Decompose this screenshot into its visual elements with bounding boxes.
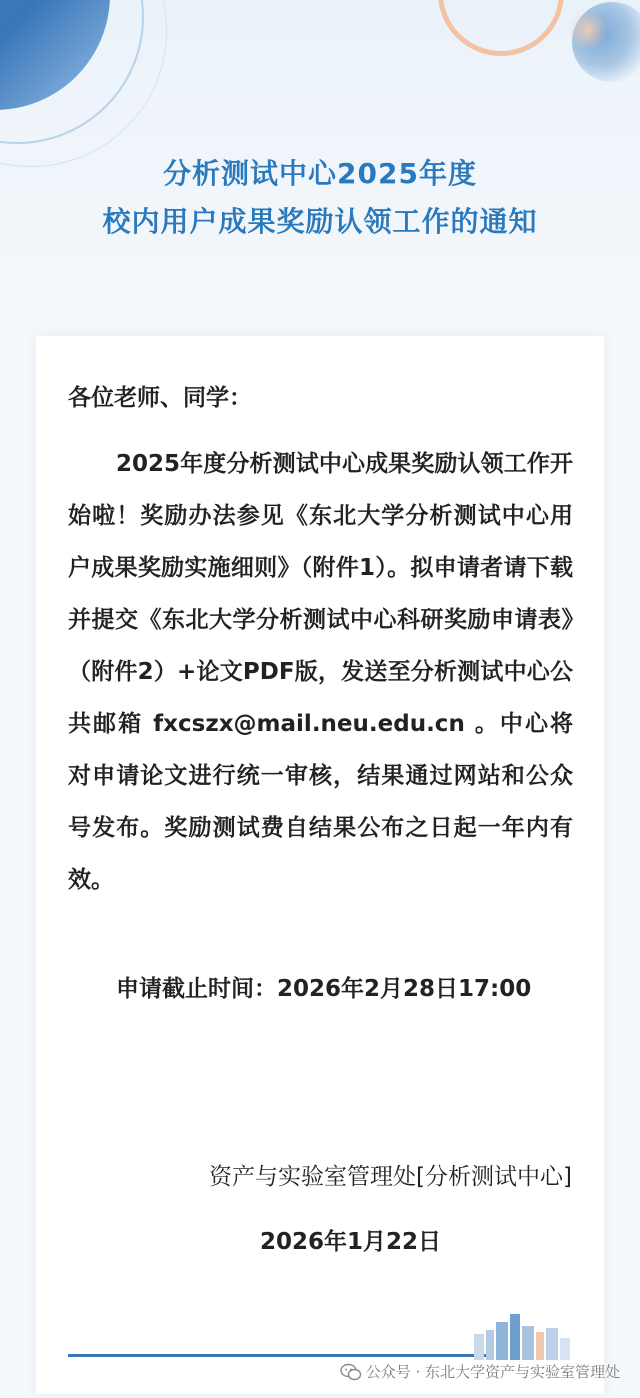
decorative-orange-blur	[568, 10, 608, 50]
title-line-2: 校内用户成果奖励认领工作的通知	[102, 205, 538, 238]
buildings-icon	[470, 1312, 580, 1360]
signature-organization: 资产与实验室管理处[分析测试中心]	[209, 1164, 572, 1190]
watermark-text: 公众号 · 东北大学资产与实验室管理处	[365, 1363, 620, 1381]
notice-paragraph-main: 2025年度分析测试中心成果奖励认领工作开始啦！奖励办法参见《东北大学分析测试中心用户成果奖励实施细则》（附件1）。拟申请者请下载并提交《东北大学分析测试中心科研奖励申请表》（附件2）+论文PDF版，发送至分析测试中心公共邮箱 fxcszx@mail.neu.edu.cn 。中心将对申请论文进行统一审核，结果通过网站和公众号发布。奖励测试费自结果公布之日起一年内有效。	[68, 451, 573, 893]
title-line-1: 分析测试中心2025年度	[163, 157, 477, 190]
greeting: 各位老师、同学：	[68, 385, 252, 411]
page-title	[0, 150, 640, 246]
wechat-watermark	[340, 1361, 620, 1383]
wechat-icon	[340, 1363, 362, 1381]
divider-line	[68, 1354, 488, 1357]
signature-date: 2026年1月22日	[260, 1229, 442, 1255]
deadline-paragraph: 申请截止时间：2026年2月28日17:00	[116, 976, 532, 1002]
